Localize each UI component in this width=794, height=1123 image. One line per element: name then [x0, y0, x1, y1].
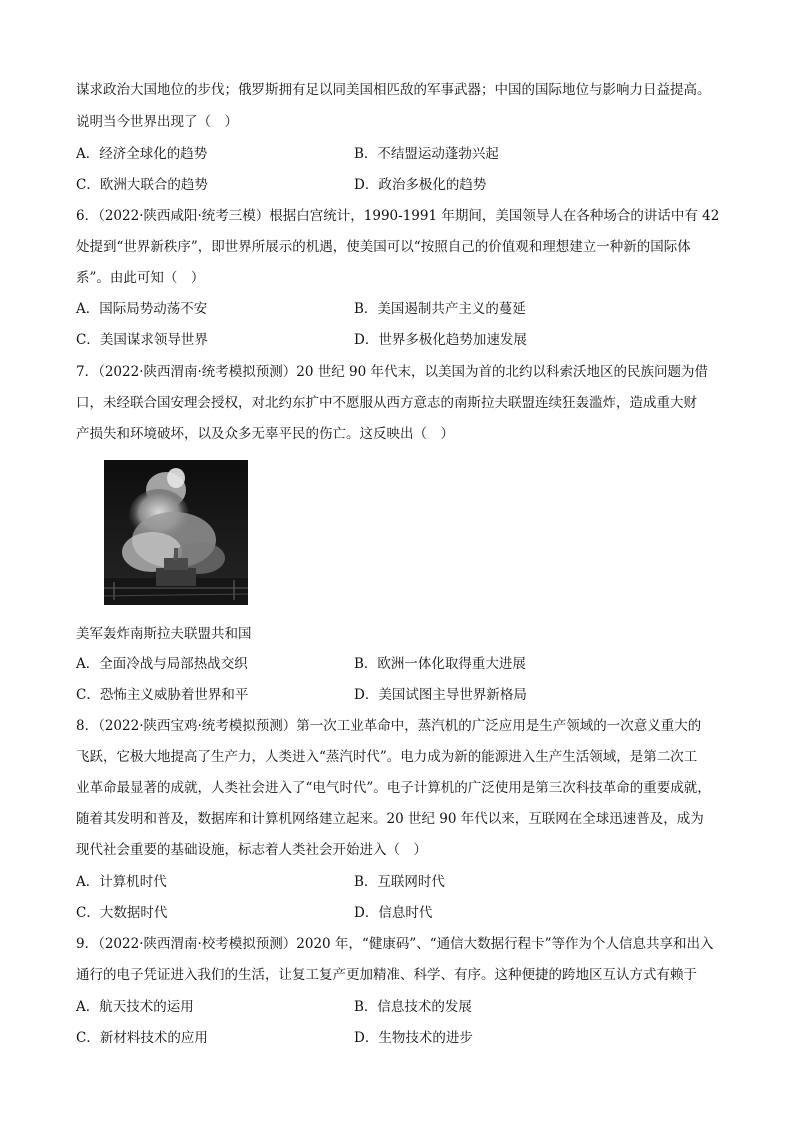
q5-option-b: B．不结盟运动蓬勃兴起: [354, 146, 499, 162]
q9-option-d: D．生物技术的进步: [354, 1030, 473, 1046]
q6-stem-line-3: 系”。由此可知（ ）: [76, 270, 205, 286]
q8-stem-line-1: 8．（2022·陕西宝鸡·统考模拟预测）第一次工业革命中，蒸汽机的广泛应用是生产领域的一次意义重大的: [76, 718, 702, 734]
q5-stem-line-1: 谋求政治大国地位的步伐；俄罗斯拥有足以同美国相匹敌的军事武器；中国的国际地位与影响力日益提高。: [76, 82, 711, 98]
q5-option-a: A．经济全球化的趋势: [76, 146, 208, 162]
q7-stem-line-3: 产损失和环境破坏，以及众多无辜平民的伤亡。这反映出（ ）: [76, 426, 454, 442]
q8-stem-line-3: 业革命最显著的成就，人类社会进入了“电气时代”。电子计算机的广泛使用是第三次科技革命的重要成就，: [76, 780, 711, 796]
q8-option-b: B．互联网时代: [354, 874, 445, 890]
q7-option-b: B．欧洲一体化取得重大进展: [354, 656, 526, 672]
q7-stem-line-2: 口，未经联合国安理会授权，对北约东扩中不愿服从西方意志的南斯拉夫联盟连续狂轰滥炸，造成重大财: [76, 395, 697, 411]
q7-option-d: D．美国试图主导世界新格局: [354, 687, 527, 703]
q6-option-d: D．世界多极化趋势加速发展: [354, 332, 527, 348]
q7-stem-line-1: 7．（2022·陕西渭南·统考模拟预测）20 世纪 90 年代末，以美国为首的北约以科索沃地区的民族问题为借: [76, 364, 709, 380]
q6-option-a: A．国际局势动荡不安: [76, 301, 208, 317]
bombing-photo: [104, 460, 248, 605]
q5-stem-line-2: 说明当今世界出现了（ ）: [76, 114, 238, 130]
q8-option-d: D．信息时代: [354, 905, 433, 921]
q6-option-b: B．美国遏制共产主义的蔓延: [354, 301, 526, 317]
q8-stem-line-5: 现代社会重要的基础设施，标志着人类社会开始进入（ ）: [76, 842, 427, 858]
q6-option-c: C．美国谋求领导世界: [76, 332, 208, 348]
q9-stem-line-1: 9．（2022·陕西渭南·校考模拟预测）2020 年，“健康码”、“通信大数据行程卡”等作为个人信息共享和出入: [76, 936, 714, 952]
q8-option-a: A．计算机时代: [76, 874, 167, 890]
q9-option-a: A．航天技术的运用: [76, 999, 194, 1015]
q9-stem-line-2: 通行的电子凭证进入我们的生活，让复工复产更加精准、科学、有序。这种便捷的跨地区互认方式有赖于: [76, 967, 697, 983]
q6-stem-line-1: 6．（2022·陕西咸阳·统考三模）根据白宫统计，1990-1991 年期间，美国领导人在各种场合的讲话中有 42: [76, 208, 720, 224]
q7-option-c: C．恐怖主义威胁着世界和平: [76, 687, 249, 703]
q9-option-c: C．新材料技术的应用: [76, 1030, 208, 1046]
photo-illustration: [104, 460, 248, 605]
q8-stem-line-2: 飞跃，它极大地提高了生产力，人类进入“蒸汽时代”。电力成为新的能源进入生产生活领域，是第二次工: [76, 749, 698, 765]
q5-option-d: D．政治多极化的趋势: [354, 177, 487, 193]
photo-caption: 美军轰炸南斯拉夫联盟共和国: [76, 626, 252, 642]
q6-stem-line-2: 处提到“世界新秩序”，即世界所展示的机遇，使美国可以“按照自己的价值观和理想建立一种新的国际体: [76, 239, 691, 255]
q8-stem-line-4: 随着其发明和普及，数据库和计算机网络建立起来。20 世纪 90 年代以来，互联网在全球迅速普及，成为: [76, 811, 704, 827]
q9-option-b: B．信息技术的发展: [354, 999, 472, 1015]
q5-option-c: C．欧洲大联合的趋势: [76, 177, 208, 193]
q8-option-c: C．大数据时代: [76, 905, 168, 921]
q7-option-a: A．全面冷战与局部热战交织: [76, 656, 248, 672]
